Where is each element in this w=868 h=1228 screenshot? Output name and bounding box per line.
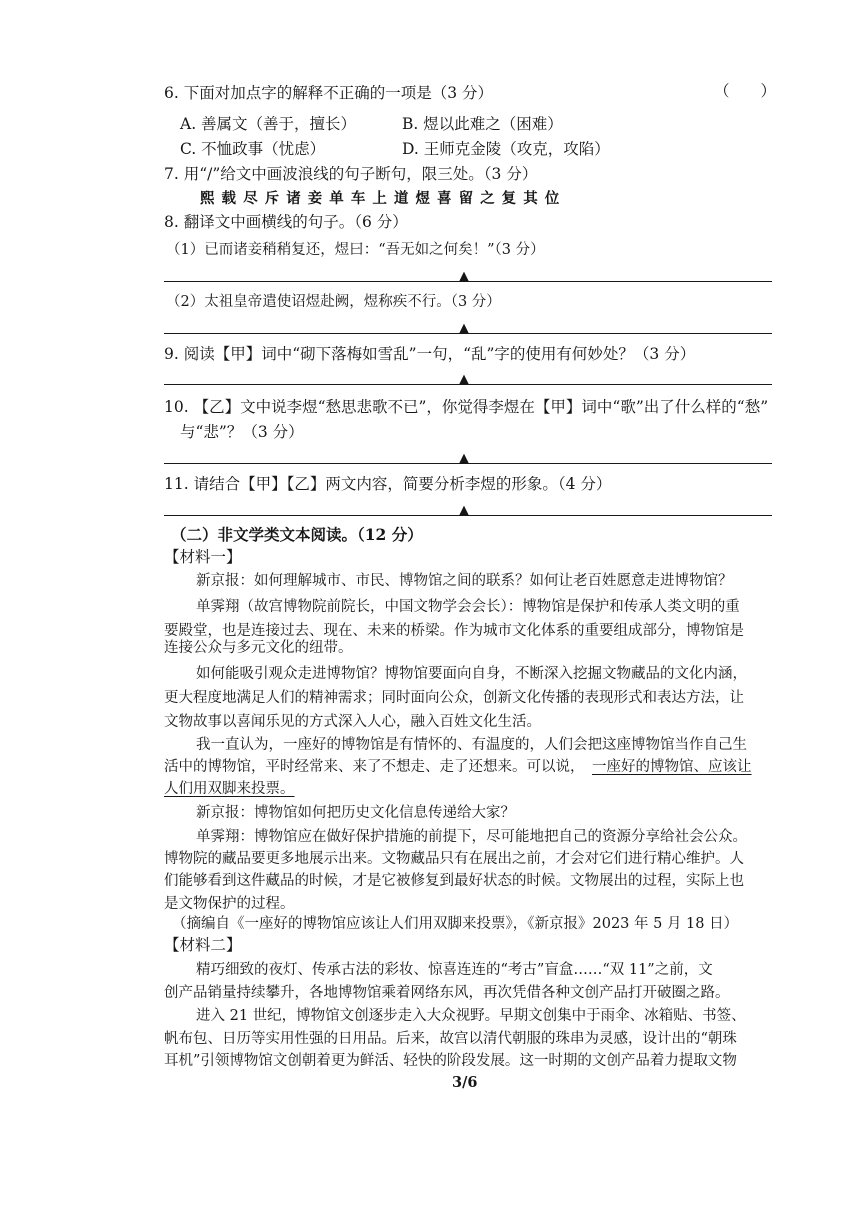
q10-line2: 与“悲”？（3 分） bbox=[180, 423, 304, 441]
q6-option-a: A. 善属文（善于，擅长） bbox=[180, 115, 357, 133]
material1-source: （摘编自《一座好的博物馆应该让人们用双脚来投票》，《新京报》2023 年 5 月 18 日） bbox=[172, 916, 739, 932]
m1-paragraph-line: 单霁翔（故宫博物院前院长，中国文物学会会长）：博物馆是保护和传承人类文明的重 bbox=[196, 599, 740, 615]
m1-paragraph-line: 连接公众与多元文化的纽带。 bbox=[164, 640, 353, 656]
m2-paragraph-line: 进入 21 世纪，博物馆文创逐步走入大众视野。早期文创集中于雨伞、冰箱贴、书签、 bbox=[196, 1008, 746, 1024]
answer-marker-triangle: ▲ bbox=[459, 372, 469, 387]
m1-underlined-sentence-end: 人们用双脚来投票。 bbox=[164, 781, 295, 797]
m1-paragraph-line: 如何能吸引观众走进博物馆？博物馆要面向自身，不断深入挖掘文物藏品的文化内涵， bbox=[196, 666, 747, 682]
q6-option-d: D. 王师克金陵（攻克，攻陷） bbox=[402, 140, 610, 158]
q7-stem: 7. 用“/”给文中画波浪线的句子断句，限三处。（3 分） bbox=[164, 165, 538, 183]
m2-paragraph-line: 帆布包、日历等实用性强的日用品。后来，故宫以清代朝服的珠串为灵感，设计出的“朝珠 bbox=[164, 1031, 737, 1047]
m1-underlined-sentence: 一座好的博物馆、应该让 bbox=[592, 759, 752, 775]
m1-paragraph-line: 新京报：博物馆如何把历史文化信息传递给大家？ bbox=[196, 805, 515, 821]
m1-paragraph-line: 更大程度地满足人们的精神需求；同时面向公众，创新文化传播的表现形式和表达方法，让 bbox=[164, 690, 744, 706]
m1-paragraph-line: 是文物保护的过程。 bbox=[164, 896, 295, 912]
q9-stem: 9. 阅读【甲】词中“砌下落梅如雪乱”一句，“乱”字的使用有何妙处？（3 分） bbox=[164, 345, 696, 363]
m1-paragraph-line: 我一直认为，一座好的博物馆是有情怀的、有温度的，人们会把这座博物馆当作自己生 bbox=[196, 737, 747, 753]
q6-answer-paren: （ ） bbox=[714, 82, 777, 100]
m1-paragraph-line: 要殿堂，也是连接过去、现在、未来的桥梁。作为城市文化体系的重要组成部分，博物馆是 bbox=[164, 623, 744, 639]
answer-marker-triangle: ▲ bbox=[459, 451, 469, 466]
answer-marker-triangle: ▲ bbox=[459, 503, 469, 518]
m1-paragraph-line: 博物院的藏品要更多地展示出来。文物藏品只有在展出之前，才会对它们进行精心维护。人 bbox=[164, 851, 744, 867]
material1-label: 【材料一】 bbox=[164, 548, 242, 566]
m1-paragraph-line: 单霁翔：博物馆应在做好保护措施的前提下，尽可能地把自己的资源分享给社会公众。 bbox=[196, 829, 747, 845]
material2-label: 【材料二】 bbox=[164, 936, 242, 954]
q10-line1: 10. 【乙】文中说李煜“愁思悲歌不已”，你觉得李煜在【甲】词中“歌”出了什么样的“愁” bbox=[164, 398, 769, 416]
section2-title: （二）非文学类文本阅读。（12 分） bbox=[171, 525, 423, 544]
q8-sub2: （2）太祖皇帝遣使诏煜赴阙，煜称疾不行。（3 分） bbox=[166, 294, 501, 310]
m1-paragraph-line: 们能够看到这件藏品的时候，才是它被修复到最好状态的时候。文物展出的过程，实际上也 bbox=[164, 873, 744, 889]
q6-stem: 6. 下面对加点字的解释不正确的一项是（3 分） bbox=[164, 84, 494, 102]
q8-stem: 8. 翻译文中画横线的句子。（6 分） bbox=[164, 213, 408, 231]
m1-paragraph-line: 新京报：如何理解城市、市民、博物馆之间的联系？如何让老百姓愿意走进博物馆？ bbox=[196, 573, 733, 589]
q11-stem: 11. 请结合【甲】【乙】两文内容，简要分析李煜的形象。（4 分） bbox=[164, 475, 612, 493]
m1-paragraph-line: 活中的博物馆，平时经常来、来了不想走、走了还想来。可以说， bbox=[164, 759, 585, 775]
q8-sub1: （1）已而诸妾稍稍复还，煜曰：“吾无如之何矣！”（3 分） bbox=[166, 242, 545, 258]
q6-option-c: C. 不恤政事（忧虑） bbox=[180, 140, 326, 158]
m2-paragraph-line: 创产品销量持续攀升，各地博物馆乘着网络东风，再次凭借各种文创产品打开破圈之路。 bbox=[164, 985, 730, 1001]
m1-paragraph-line: 文物故事以喜闻乐见的方式深入人心，融入百姓文化生活。 bbox=[164, 714, 541, 730]
page-number: 3/6 bbox=[452, 1074, 478, 1091]
m2-paragraph-line: 精巧细致的夜灯、传承古法的彩妆、惊喜连连的“考古”盲盒……“双 11”之前，文 bbox=[196, 962, 713, 978]
answer-marker-triangle: ▲ bbox=[459, 321, 469, 336]
m2-paragraph-line: 耳机”引领博物馆文创朝着更为鲜活、轻快的阶段发展。这一时期的文创产品着力提取文物 bbox=[164, 1053, 737, 1069]
answer-marker-triangle: ▲ bbox=[459, 269, 469, 284]
q6-option-b: B. 煜以此难之（困难） bbox=[402, 115, 563, 133]
q7-passage: 熙 载 尽 斥 诸 妾 单 车 上 道 煜 喜 留 之 复 其 位 bbox=[200, 190, 560, 207]
